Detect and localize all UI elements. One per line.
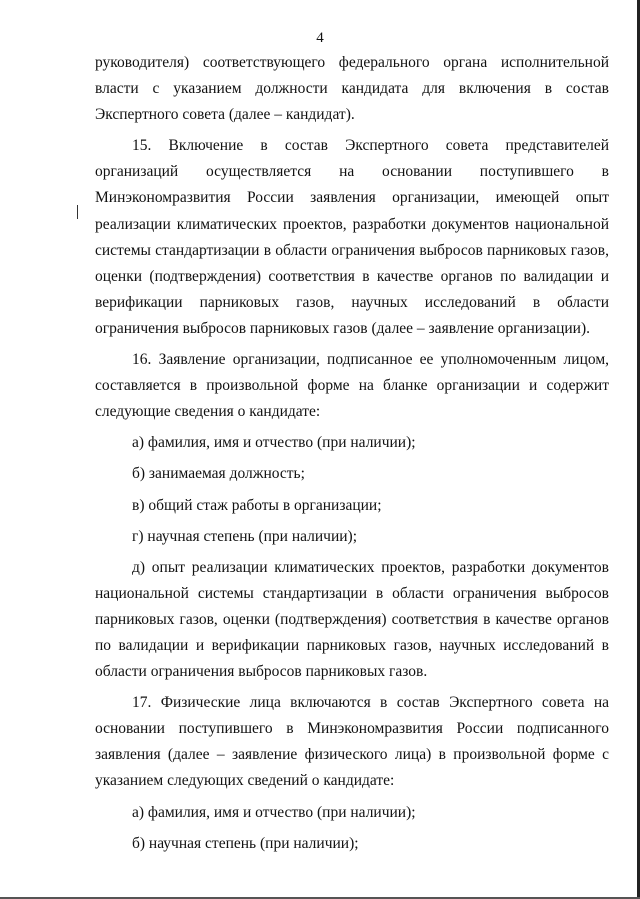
list-item-17a: а) фамилия, имя и отчество (при наличии); [132,803,416,821]
list-item-16e: д) опыт реализации климатических проектов, разработки документов национальной системы стандартизации в области ограничения выбросов парниковых газов, оценки (подтверждения) соответствия в качестве органов по валидации и верификации парниковых газов, научных исследований в области ограничения выбросов парниковых газов. [95,558,609,681]
document-body [95,50,609,857]
margin-mark [77,205,78,219]
paragraph-17: 17. Физические лица включаются в состав Экспертного совета на основании поступившего в Минэкономразвития России подписанного заявления (далее – заявление физического лица) в произвольной форме с указанием следующих сведений о кандидате: [95,694,609,790]
paragraph-15: 15. Включение в состав Экспертного совета представителей организаций осуществляется на основании поступившего в Минэкономразвития России заявления организации, имеющей опыт реализации климатических проектов, разработки документов национальной системы стандартизации в области ограничения выбросов парниковых газов, оценки (подтверждения) соответствия в качестве органов по валидации и верификации парниковых газов, научных исследований в области ограничения выбросов парниковых газов (далее – заявление организации). [95,137,609,337]
list-item-16d: г) научная степень (при наличии); [132,527,358,545]
paragraph-16: 16. Заявление организации, подписанное ее уполномоченным лицом, составляется в произвольной форме на бланке организации и содержит следующие сведения о кандидате: [95,351,609,421]
list-item-16a: а) фамилия, имя и отчество (при наличии); [132,434,416,452]
list-item-16c: в) общий стаж работы в организации; [132,496,382,514]
list-item-16b: б) занимаемая должность; [132,465,305,483]
paragraph-continuation: руководителя) соответствующего федерального органа исполнительной власти с указанием должности кандидата для включения в состав Экспертного совета (далее – кандидат). [95,54,609,124]
list-item-17b: б) научная степень (при наличии); [132,834,359,852]
page-number: 4 [316,30,324,46]
